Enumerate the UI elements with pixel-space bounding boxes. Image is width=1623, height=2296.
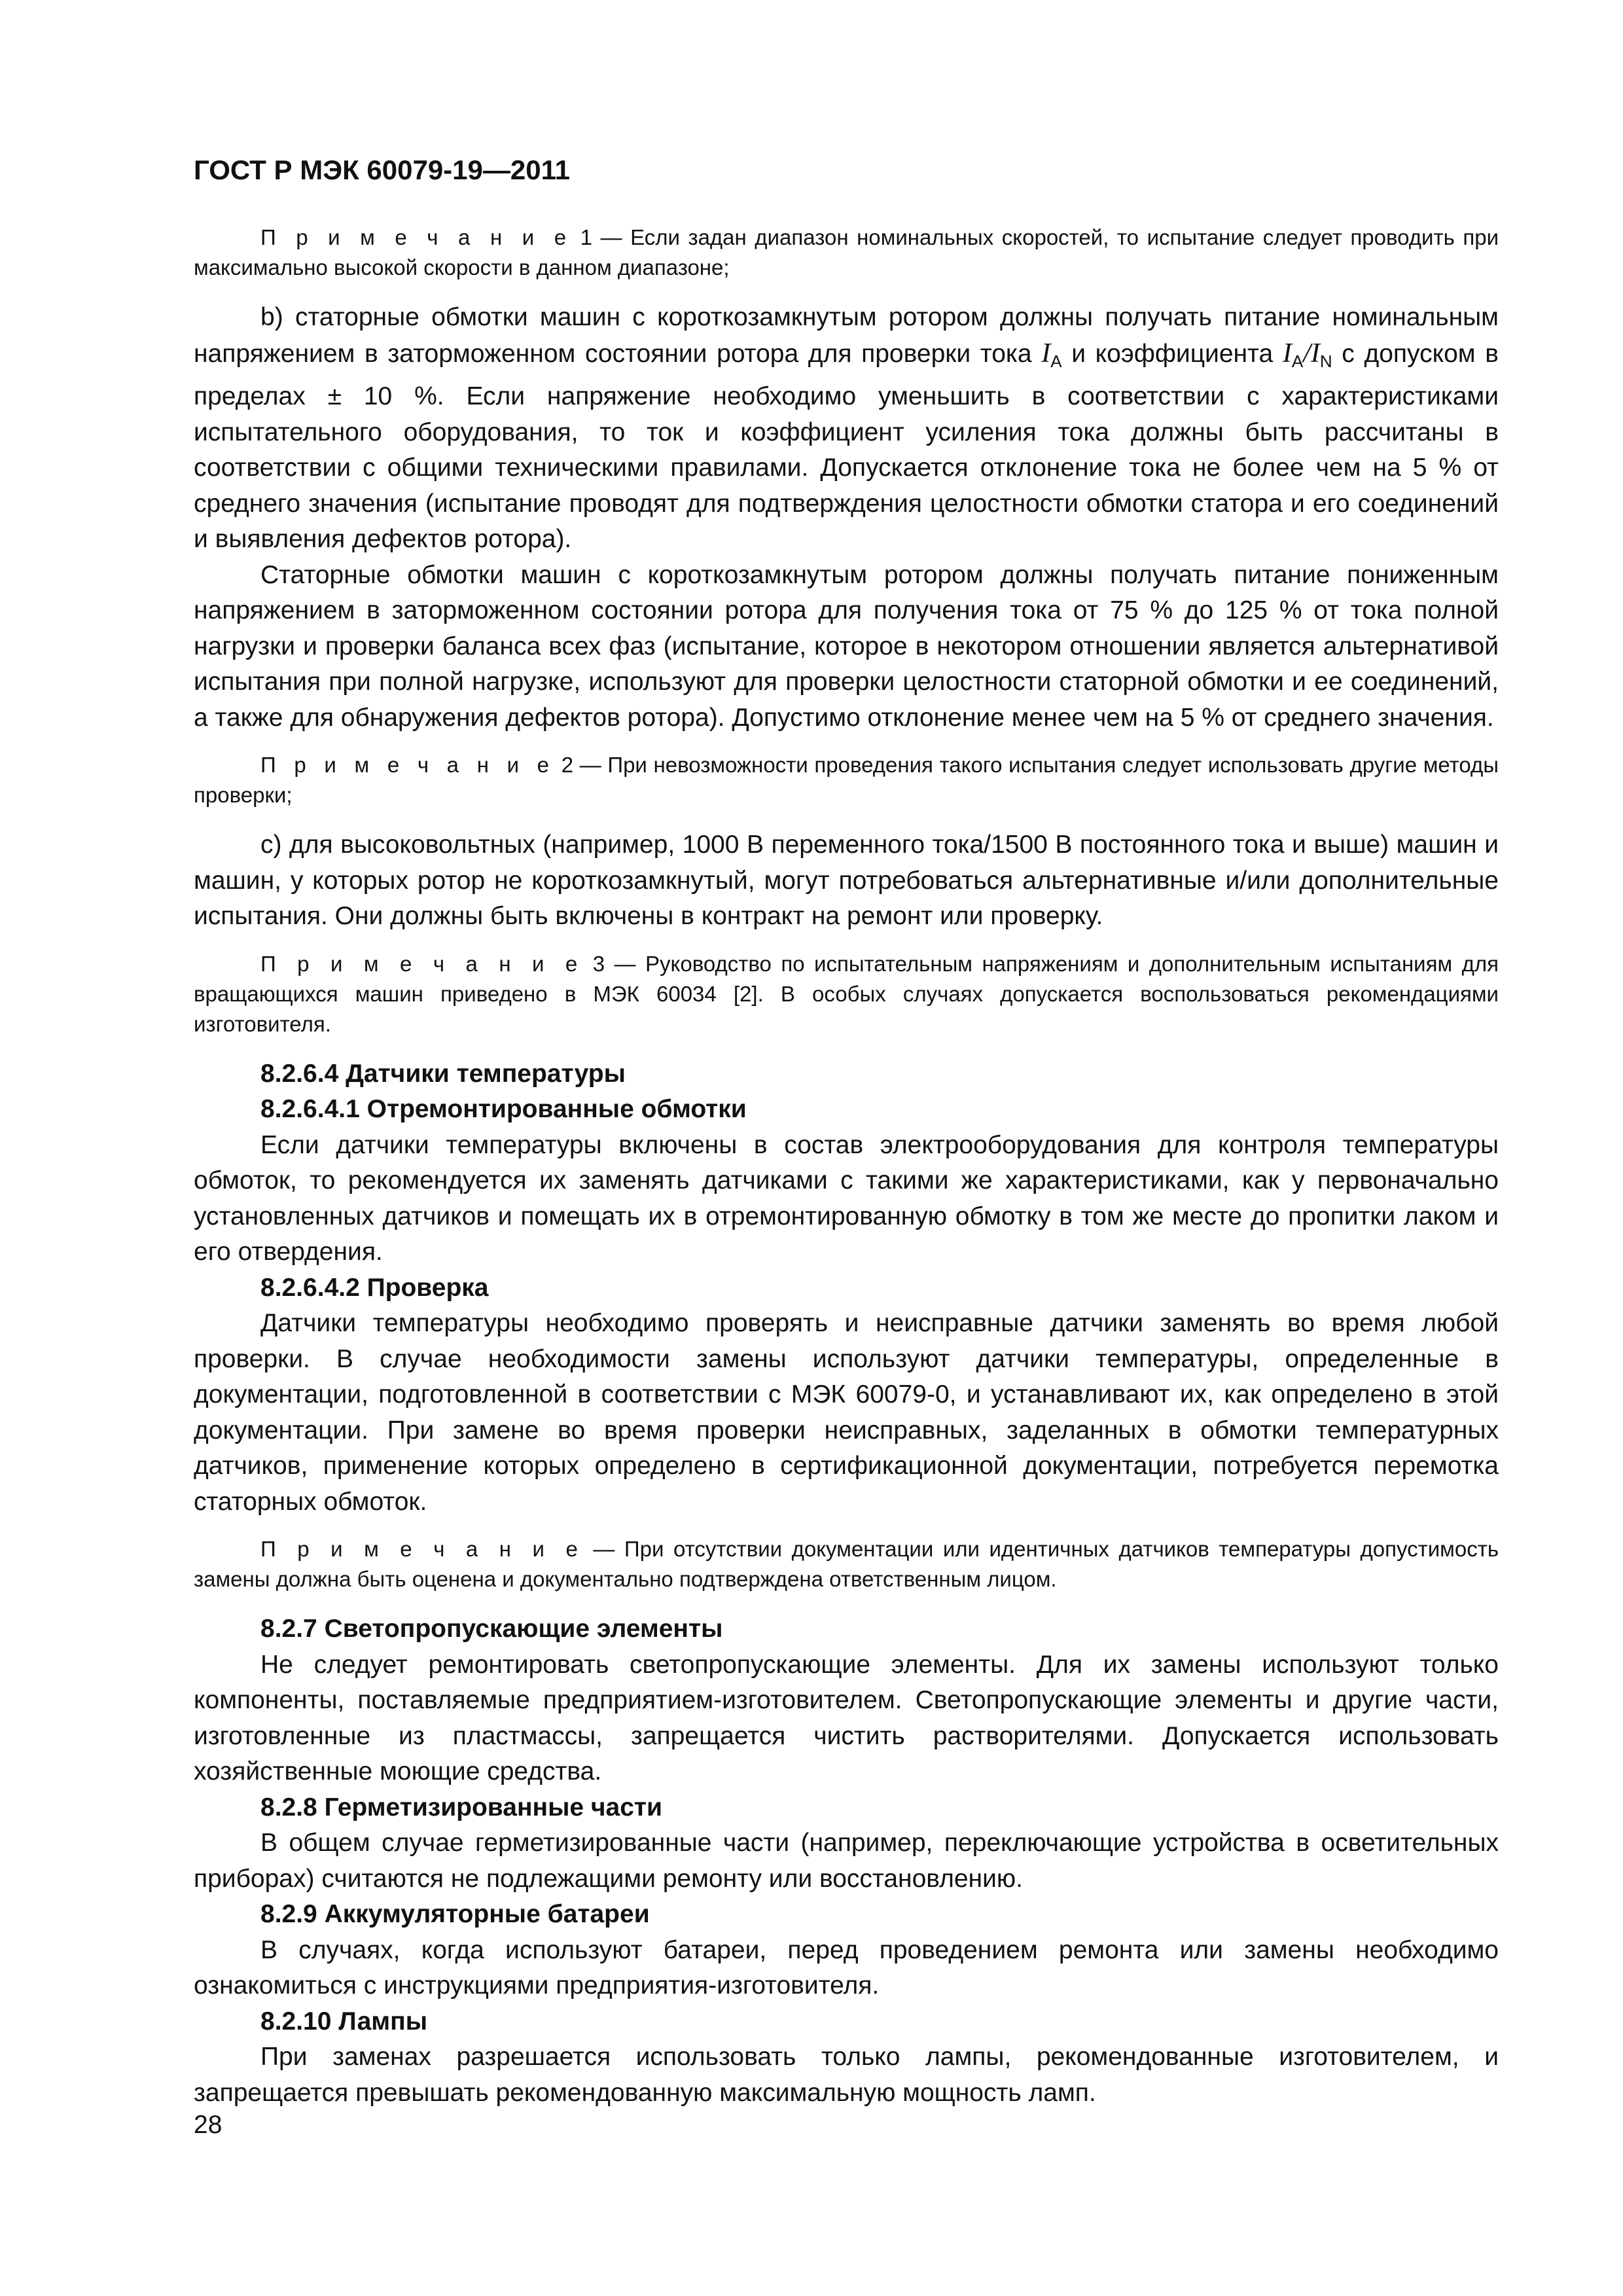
note-3-label: П р и м е ч а н и е <box>260 951 584 976</box>
heading-8-2-9: 8.2.9 Аккумуляторные батареи <box>260 1900 650 1928</box>
note-4 <box>194 1534 1499 1594</box>
repaired-windings-paragraph: Если датчики температуры включены в состав электрооборудования для контроля температуры обмоток, то рекомендуется их заменять датчиками с такими же характеристиками, как у первоначально установленных датчиков и помещать их в отремонтированную обмотку в том же месте до пропитки лаком и его отвердения. <box>194 1130 1499 1266</box>
document-header: ГОСТ Р МЭК 60079-19—2011 <box>194 154 570 185</box>
heading-8-2-8: 8.2.8 Герметизированные части <box>260 1793 663 1821</box>
note-4-label: П р и м е ч а н и е <box>260 1537 584 1561</box>
light-transmitting-paragraph: Не следует ремонтировать светопропускающие элементы. Для их замены используют только компоненты, поставляемые предприятием-изготовителем. Светопропускающие элементы и другие части, изготовленные из пластмассы, запрещается чистить растворителями. Допускается использовать хозяйственные моющие средства. <box>194 1650 1499 1785</box>
heading-8-2-6-4-1: 8.2.6.4.1 Отремонтированные обмотки <box>260 1095 747 1123</box>
item-b-paragraph: b) статорные обмотки машин с короткозамкнутым ротором должны получать питание номинальным напряжением в заторможенном состоянии ротора для проверки тока $I_A$ и коэффициента $I_A/I_N$ с допуском в пределах ± 10 %. Если напряжение необходимо уменьшить в соответствии с характеристиками испытательного оборудования, то ток и коэффициент усиления тока должны быть рассчитаны в соответствии с общими техническими правилами. Допускается отклонение тока не более чем на 5 % от среднего значения (испытание проводят для подтверждения целостности обмотки статора и его соединений и выявления дефектов ротора). <box>194 303 1499 553</box>
heading-8-2-6-4: 8.2.6.4 Датчики температуры <box>260 1059 626 1088</box>
note-1-label: П р и м е ч а н и е <box>260 225 573 249</box>
page-number: 28 <box>194 2111 223 2139</box>
note-2 <box>194 750 1499 810</box>
note-2-label: П р и м е ч а н и е <box>260 753 556 777</box>
page-content <box>194 152 1499 2111</box>
note-1 <box>194 223 1499 283</box>
inspection-paragraph: Датчики температуры необходимо проверять и неисправные датчики заменять во время любой проверки. В случае необходимости замены используют датчики температуры, определенные в документации, подготовленной в соответствии с МЭК 60079-0, и устанавливают их, как определено в этой документации. При замене во время проверки неисправных, заделанных в обмотки температурных датчиков, применение которых определено в сертификационной документации, потребуется перемотка статорных обмоток. <box>194 1309 1499 1516</box>
heading-8-2-7: 8.2.7 Светопропускающие элементы <box>260 1615 723 1643</box>
note-3 <box>194 949 1499 1039</box>
note-3-text: 3 — Руководство по испытательным напряжениям и дополнительным испытаниям для вращающихся машин приведено в МЭК 60034 [2]. В особых случаях допускается воспользоваться рекомендациями изготовителя. <box>194 951 1499 1036</box>
encapsulated-parts-paragraph: В общем случае герметизированные части (например, переключающие устройства в осветительных приборах) считаются не подлежащими ремонту или восстановлению. <box>194 1829 1499 1893</box>
batteries-paragraph: В случаях, когда используют батареи, перед проведением ремонта или замены необходимо ознакомиться с инструкциями предприятия-изготовителя. <box>194 1935 1499 2000</box>
heading-8-2-6-4-2: 8.2.6.4.2 Проверка <box>260 1273 489 1302</box>
note-1-text: 1 — Если задан диапазон номинальных скоростей, то испытание следует проводить при максимально высокой скорости в данном диапазоне; <box>194 225 1499 279</box>
item-c-paragraph: с) для высоковольтных (например, 1000 В переменного тока/1500 В постоянного тока и выше) машин и машин, у которых ротор не короткозамкнутый, могут потребоваться альтернативные и/или дополнительные испытания. Они должны быть включены в контракт на ремонт или проверку. <box>194 831 1499 930</box>
heading-8-2-10: 8.2.10 Лампы <box>260 2007 428 2036</box>
note-4-text: — При отсутствии документации или идентичных датчиков температуры допустимость замены должна быть оценена и документально подтверждена ответственным лицом. <box>194 1537 1499 1591</box>
lamps-paragraph: При заменах разрешается использовать только лампы, рекомендованные изготовителем, и запрещается превышать рекомендованную максимальную мощность ламп. <box>194 2043 1499 2107</box>
note-2-text: 2 — При невозможности проведения такого испытания следует использовать другие методы проверки; <box>194 753 1499 807</box>
stator-paragraph: Статорные обмотки машин с короткозамкнутым ротором должны получать питание пониженным напряжением в заторможенном состоянии ротора для получения тока от 75 % до 125 % от тока полной нагрузки и проверки баланса всех фаз (испытание, которое в некотором отношении является альтернативой испытания при полной нагрузке, используют для проверки целостности статорной обмотки и ее соединений, а также для обнаружения дефектов ротора). Допустимо отклонение менее чем на 5 % от среднего значения. <box>194 560 1499 732</box>
